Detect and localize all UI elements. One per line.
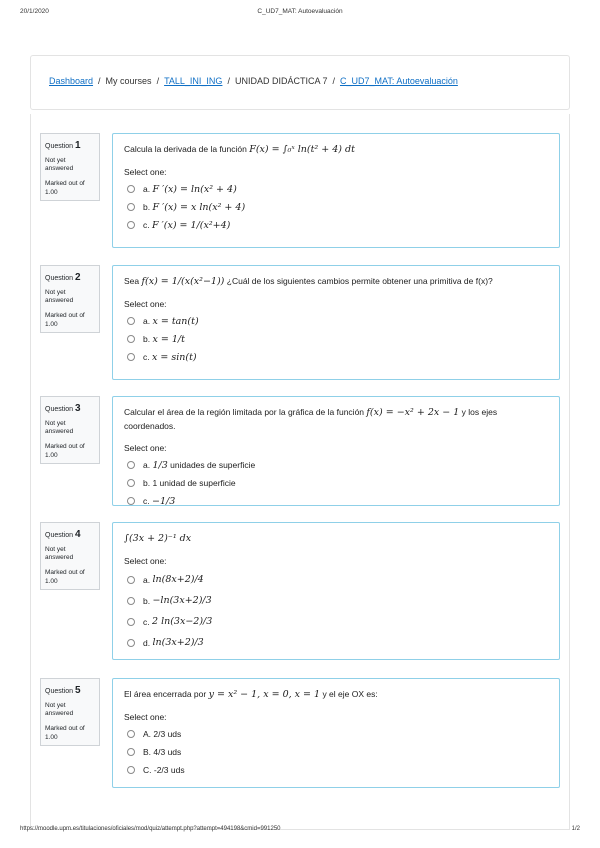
breadcrumb-my-courses[interactable]: My courses	[105, 76, 152, 86]
question-3-info	[40, 396, 100, 464]
option-letter: C.	[143, 765, 152, 776]
breadcrumb-card	[30, 55, 570, 110]
question-number: 4	[74, 529, 81, 540]
question-marks: 1.00	[45, 733, 58, 741]
answer-option[interactable]	[124, 348, 548, 366]
question-formula: ∫(3x + 2)⁻¹ dx	[124, 533, 192, 544]
option-letter: a.	[143, 184, 151, 195]
question-text-cont: y los ejes coordenados.	[124, 407, 498, 432]
question-1-info	[40, 133, 100, 201]
question-5-info	[40, 678, 100, 746]
select-one-label: Select one:	[124, 167, 167, 178]
option-text: 4/3 uds	[153, 747, 182, 758]
radio-button[interactable]	[127, 597, 135, 605]
option-letter: b.	[143, 202, 151, 213]
breadcrumb-separator: /	[227, 76, 230, 86]
question-4-info	[40, 522, 100, 590]
question-formula: y = x² − 1, x = 0, x = 1	[208, 689, 321, 700]
print-footer	[20, 826, 580, 838]
radio-button[interactable]	[127, 461, 135, 469]
question-text: Calcula la derivada de la función	[124, 144, 247, 154]
option-formula: −ln(3x+2)/3	[152, 595, 212, 607]
answer-option[interactable]	[124, 180, 548, 198]
option-formula: ln(3x+2)/3	[152, 637, 204, 649]
breadcrumb-quiz-link[interactable]: C_UD7_MAT: Autoevaluación	[339, 76, 458, 86]
radio-button[interactable]	[127, 730, 135, 738]
option-formula: 2 ln(3x−2)/3	[152, 616, 213, 628]
question-label: Question	[45, 143, 74, 150]
answer-option[interactable]	[124, 456, 548, 474]
question-2-text	[124, 275, 548, 289]
option-text: unidades de superficie	[170, 460, 256, 470]
option-text: 2/3 uds	[153, 729, 182, 740]
marked-label: Marked out of	[45, 569, 85, 577]
marked-label: Marked out of	[45, 443, 85, 451]
question-text: El área encerrada por	[124, 689, 207, 699]
option-letter: c.	[143, 220, 150, 231]
answer-option[interactable]	[124, 743, 548, 761]
question-formula: f(x) = −x² + 2x − 1	[366, 407, 460, 418]
print-title: C_UD7_MAT: Autoevaluación	[257, 8, 343, 15]
option-formula: 1/3	[152, 459, 168, 471]
option-formula: F ′(x) = ln(x² + 4)	[152, 183, 237, 195]
question-label: Question	[45, 406, 74, 413]
option-letter: a.	[143, 316, 151, 327]
answer-option[interactable]	[124, 474, 548, 492]
option-letter: b.	[143, 595, 151, 606]
question-number: 2	[74, 272, 81, 283]
breadcrumb-separator: /	[156, 76, 160, 86]
question-4-content	[112, 522, 560, 660]
question-number: 3	[74, 403, 81, 414]
question-state: Not yet answered	[45, 701, 74, 718]
marked-label: Marked out of	[45, 312, 85, 320]
option-text: 1 unidad de superficie	[152, 478, 236, 488]
marked-label: Marked out of	[45, 180, 85, 188]
question-marks: 1.00	[45, 320, 58, 328]
question-3-text	[124, 406, 548, 433]
question-marks: 1.00	[45, 577, 58, 585]
question-state: Not yet answered	[45, 545, 74, 562]
select-one-label: Select one:	[124, 712, 167, 723]
print-date: 20/1/2020	[20, 8, 49, 15]
question-number: 1	[74, 140, 81, 151]
option-letter: A.	[143, 729, 152, 740]
question-text-cont: ¿Cuál de los siguientes cambios permite obtener una primitiva de f(x)?	[226, 276, 493, 286]
question-text: Sea	[124, 276, 140, 286]
option-formula: −1/3	[152, 495, 176, 507]
question-number: 5	[74, 685, 81, 696]
option-text: -2/3 uds	[153, 765, 185, 776]
option-letter: c.	[143, 616, 150, 627]
question-state: Not yet answered	[45, 419, 74, 436]
radio-button[interactable]	[127, 479, 135, 487]
answer-option[interactable]	[124, 492, 548, 510]
question-1-text	[124, 143, 548, 157]
radio-button[interactable]	[127, 185, 135, 193]
option-formula: F ′(x) = 1/(x²+4)	[152, 219, 231, 231]
breadcrumb-dashboard-link[interactable]: Dashboard	[49, 76, 94, 86]
question-4-text	[124, 532, 548, 546]
radio-button[interactable]	[127, 317, 135, 325]
question-state: Not yet answered	[45, 288, 74, 305]
question-label: Question	[45, 275, 74, 282]
option-formula: x = tan(t)	[152, 315, 199, 327]
option-letter: d.	[143, 637, 151, 648]
option-formula: ln(8x+2)/4	[152, 574, 204, 586]
breadcrumb-course-link[interactable]: TALL_INI_ING	[164, 76, 223, 86]
answer-option[interactable]	[124, 198, 548, 216]
answer-option[interactable]	[124, 216, 548, 234]
breadcrumb-unit[interactable]: UNIDAD DIDÁCTICA 7	[234, 76, 328, 86]
question-label: Question	[45, 688, 74, 695]
print-header	[20, 8, 580, 20]
marked-label: Marked out of	[45, 725, 85, 733]
question-formula: F(x) = ∫₀ˣ ln(t² + 4) dt	[249, 144, 355, 155]
radio-button[interactable]	[127, 766, 135, 774]
question-state: Not yet answered	[45, 156, 74, 173]
question-text: Calcular el área de la región limitada por la gráfica de la función	[124, 407, 365, 417]
option-letter: a.	[143, 574, 151, 585]
question-2-content	[112, 265, 560, 380]
select-one-label: Select one:	[124, 443, 167, 453]
select-one-label: Select one:	[124, 556, 167, 567]
select-one-label: Select one:	[124, 299, 167, 310]
breadcrumb	[49, 76, 458, 86]
radio-button[interactable]	[127, 576, 135, 584]
radio-button[interactable]	[127, 497, 135, 505]
option-formula: F ′(x) = x ln(x² + 4)	[152, 201, 246, 213]
question-3-content	[112, 396, 560, 506]
option-letter: b.	[143, 478, 151, 488]
answer-option[interactable]	[124, 725, 548, 743]
print-url: https://moodle.upm.es/titulaciones/oficiales/mod/quiz/attempt.php?attempt=494198&cmid=991250	[20, 826, 281, 832]
answer-option[interactable]	[124, 761, 548, 779]
answer-option[interactable]	[124, 312, 548, 330]
option-formula: x = sin(t)	[152, 351, 197, 363]
print-page-number: 1/2	[571, 826, 580, 832]
radio-button[interactable]	[127, 353, 135, 361]
question-2-info	[40, 265, 100, 333]
option-letter: c.	[143, 352, 150, 363]
question-marks: 1.00	[45, 451, 58, 459]
answer-option[interactable]	[124, 569, 548, 590]
option-letter: a.	[143, 460, 151, 470]
radio-button[interactable]	[127, 203, 135, 211]
question-label: Question	[45, 532, 74, 539]
radio-button[interactable]	[127, 748, 135, 756]
question-5-text	[124, 688, 548, 702]
answer-option[interactable]	[124, 330, 548, 348]
option-letter: b.	[143, 334, 151, 345]
option-letter: c.	[143, 496, 150, 506]
question-1-content	[112, 133, 560, 248]
answer-option[interactable]	[124, 632, 548, 653]
option-formula: x = 1/t	[152, 333, 185, 345]
answer-option[interactable]	[124, 590, 548, 611]
radio-button[interactable]	[127, 221, 135, 229]
radio-button[interactable]	[127, 335, 135, 343]
question-formula: f(x) = 1/(x(x²−1))	[141, 276, 225, 287]
breadcrumb-separator: /	[98, 76, 101, 86]
answer-option[interactable]	[124, 611, 548, 632]
breadcrumb-separator: /	[332, 76, 335, 86]
radio-button[interactable]	[127, 618, 135, 626]
option-letter: B.	[143, 747, 152, 758]
question-5-content	[112, 678, 560, 788]
question-marks: 1.00	[45, 188, 58, 196]
question-text-cont: y el eje OX es:	[322, 689, 378, 699]
radio-button[interactable]	[127, 639, 135, 647]
